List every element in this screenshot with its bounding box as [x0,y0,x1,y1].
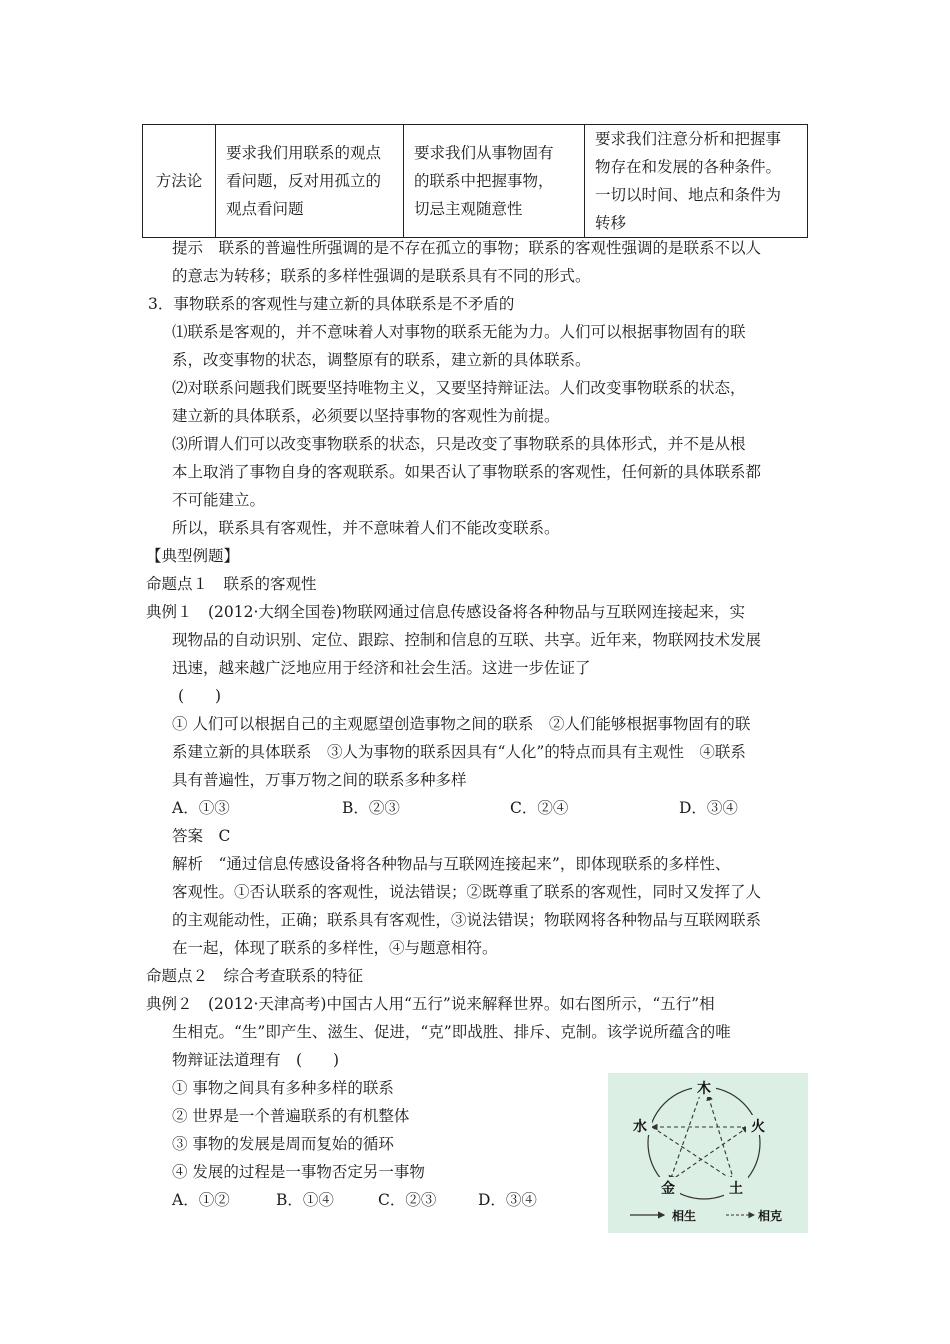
option-c: C．②③ [378,1191,437,1209]
option-d: D．③④ [679,799,738,817]
text-line: 建立新的具体联系，必须要以坚持事物的客观性为前提。 [172,407,560,425]
text-line: 解析 “通过信息传感设备将各种物品与互联网连接起来”，即体现联系的多样性、 [172,855,731,873]
text-line: ⑴联系是客观的，并不意味着人对事物的联系无能为力。人们可以根据事物固有的联 [172,323,746,341]
option-c: C．②④ [510,799,569,817]
earth-label: 土 [729,1181,743,1197]
text-line: 客观性。①否认联系的客观性，说法错误；②既尊重了联系的客观性，同时又发挥了人 [172,883,762,901]
answer-line: 答案 C [172,827,231,845]
five-elements-diagram [608,1073,808,1233]
topic-heading: 命题点２ 综合考查联系的特征 [146,967,364,985]
ke-star [652,1095,748,1181]
metal-label: 金 [661,1181,675,1197]
topic-heading: 命题点１ 联系的客观性 [146,575,317,593]
text-line: 系，改变事物的状态，调整原有的联系，建立新的具体联系。 [172,351,591,369]
sheng-legend-label: 相生 [672,1209,697,1223]
cell-line: 切忌主观随意性 [414,200,523,218]
section-heading: 3．事物联系的客观性与建立新的具体联系是不矛盾的 [148,295,515,313]
methodology-table [142,124,808,238]
option-a: A．①③ [172,799,230,817]
water-label: 水 [633,1119,647,1135]
cell-line: 要求我们从事物固有 [414,144,554,162]
cell-line: 观点看问题 [226,200,304,218]
option-b: B．①④ [276,1191,334,1209]
section-heading: 【典型例题】 [146,547,240,565]
option-d: D．③④ [478,1191,537,1209]
text-line: ③ 事物的发展是周而复始的循环 [172,1135,394,1153]
text-line: 生相克。“生”即产生、滋生、促进，“克”即战胜、排斥、克制。该学说所蕴含的唯 [172,1023,731,1041]
text-line: ⑵对联系问题我们既要坚持唯物主义，又要坚持辩证法。人们改变事物联系的状态， [172,379,746,397]
table-cell [216,125,404,238]
text-line: 不可能建立。 [172,491,266,509]
cell-line: 的联系中把握事物， [414,172,554,190]
ke-legend-label: 相克 [758,1209,783,1223]
text-line: ① 人们可以根据自己的主观愿望创造事物之间的联系 ②人们能够根据事物固有的联 [172,715,751,733]
fire-label: 火 [751,1119,765,1135]
five-elements-svg [608,1073,808,1233]
text-line: 的主观能动性，正确；联系具有客观性，③说法错误；物联网将各种物品与互联网联系 [172,911,762,929]
text-line: 物辩证法道理有 ( ) [172,1051,340,1069]
text-line: 具有普遍性，万事万物之间的联系多种多样 [172,771,467,789]
text-line: 本上取消了事物自身的客观联系。如果否认了事物联系的客观性，任何新的具体联系都 [172,463,762,481]
text-line: 的意志为转移；联系的多样性强调的是联系具有不同的形式。 [172,267,591,285]
cell-line: 看问题，反对用孤立的 [226,172,382,190]
text-line: 所以，联系具有客观性，并不意味着人们不能改变联系。 [172,519,560,537]
table-cell [404,125,585,238]
text-line: ⑶所谓人们可以改变事物联系的状态，只是改变了事物联系的具体形式，并不是从根 [172,435,746,453]
table-cell [585,125,808,238]
option-b: B．②③ [342,799,400,817]
text-line: 现物品的自动识别、定位、跟踪、控制和信息的互联、共享。近年来，物联网技术发展 [172,631,762,649]
cell-line: 要求我们用联系的观点 [226,144,382,162]
answer-blank: ( ) [178,687,222,705]
text-line: 提示 联系的普遍性所强调的是不存在孤立的事物；联系的客观性强调的是联系不以人 [172,239,762,257]
text-line: 典例２ (2012·天津高考)中国古人用“五行”说来解释世界。如右图所示，“五行”相 [146,995,715,1013]
text-line: ④ 发展的过程是一事物否定另一事物 [172,1163,425,1181]
text-line: 典例１ (2012·大纲全国卷)物联网通过信息传感设备将各种物品与互联网连接起来，实 [146,603,745,621]
cell-line: 一切以时间、地点和条件为 [595,186,782,204]
cell-line: 要求我们注意分析和把握事 [595,130,782,148]
text-line: 迅速，越来越广泛地应用于经济和社会生活。这进一步佐证了 [172,659,591,677]
wood-label: 木 [697,1081,711,1097]
text-line: 在一起，体现了联系的多样性，④与题意相符。 [172,939,498,957]
cell-line: 物存在和发展的各种条件。 [595,158,782,176]
table-label: 方法论 [143,125,216,238]
text-line: ② 世界是一个普遍联系的有机整体 [172,1107,410,1125]
text-line: 系建立新的具体联系 ③人为事物的联系因具有“人化”的特点而具有主观性 ④联系 [172,743,746,761]
text-line: ① 事物之间具有多种多样的联系 [172,1079,394,1097]
option-a: A．①② [172,1191,230,1209]
cell-line: 转移 [595,214,627,232]
